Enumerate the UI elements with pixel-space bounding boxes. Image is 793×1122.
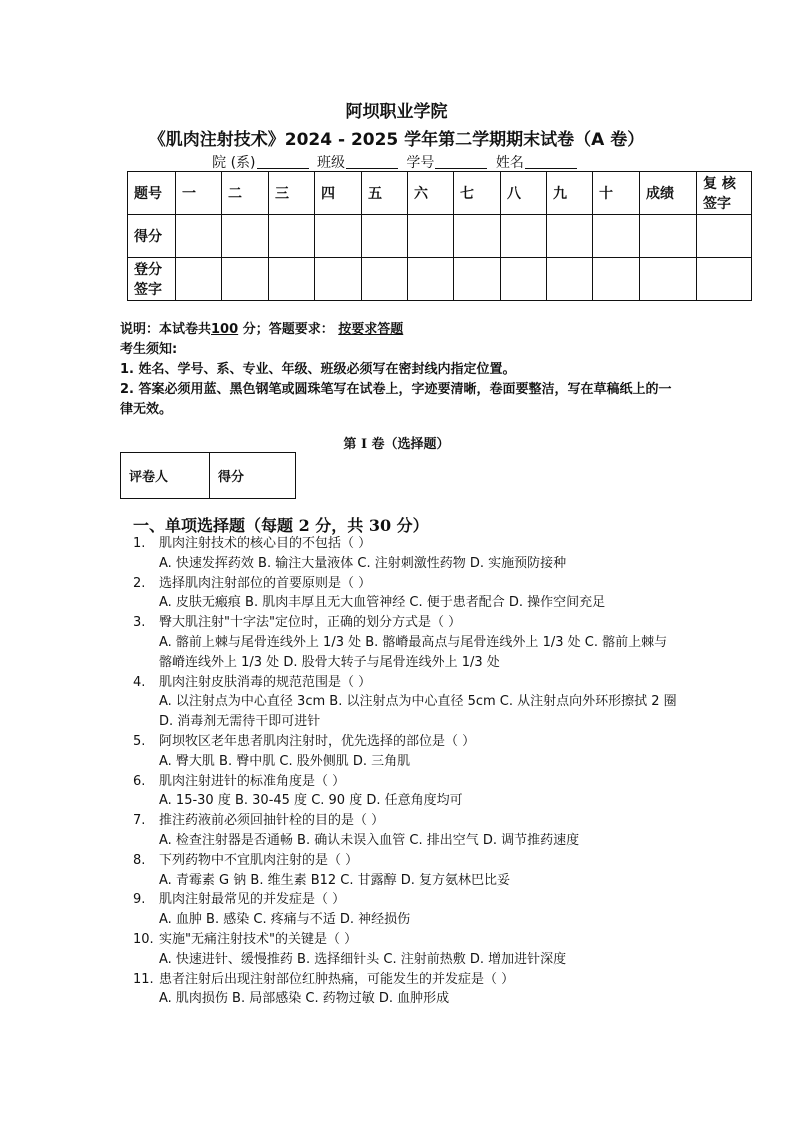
student-info-line — [0, 152, 793, 172]
score-cell[interactable] — [269, 258, 315, 301]
score-header-cell: 八 — [501, 172, 547, 215]
grader-table — [120, 452, 296, 499]
question-text: 阿坝牧区老年患者肌肉注射时，优先选择的部位是（ ） — [159, 733, 476, 749]
question-item — [133, 851, 678, 891]
exam-title: 《肌肉注射技术》2024 - 2025 学年第二学期期末试卷（A 卷） — [148, 130, 645, 150]
score-cell[interactable] — [176, 215, 222, 258]
score-header-cell: 七 — [454, 172, 501, 215]
question-options: A. 肌肉损伤 B. 局部感染 C. 药物过敏 D. 血肿形成 — [159, 991, 450, 1007]
question-number: 7. — [133, 813, 146, 829]
score-cell[interactable] — [315, 258, 362, 301]
desc-prefix: 说明：本试卷共 — [120, 322, 212, 337]
question-number: 4. — [133, 674, 146, 690]
field-name-label: 姓名 — [495, 155, 524, 171]
question-text: 实施"无痛注射技术"的关键是（ ） — [159, 931, 358, 947]
question-options: A. 15-30 度 B. 30-45 度 C. 90 度 D. 任意角度均可 — [159, 793, 463, 809]
question-number: 10. — [133, 931, 154, 947]
question-stem — [133, 890, 678, 910]
question-stem — [133, 613, 678, 633]
question-number: 6. — [133, 773, 146, 789]
score-cell[interactable] — [176, 258, 222, 301]
score-header-cell: 十 — [593, 172, 640, 215]
question-text: 肌肉注射皮肤消毒的规范范围是（ ） — [159, 674, 372, 690]
score-table-row-signature — [128, 258, 752, 301]
score-header-cell: 二 — [222, 172, 269, 215]
score-cell[interactable] — [408, 258, 454, 301]
score-cell[interactable] — [362, 258, 408, 301]
score-header-cell: 成绩 — [640, 172, 697, 215]
question-stem — [133, 851, 678, 871]
score-cell[interactable] — [408, 215, 454, 258]
question-stem — [133, 772, 678, 792]
question-stem — [133, 970, 678, 990]
question-stem — [133, 811, 678, 831]
score-cell[interactable] — [315, 215, 362, 258]
score-cell[interactable] — [547, 258, 593, 301]
field-class-label: 班级 — [316, 155, 345, 171]
question-stem — [133, 574, 678, 594]
score-table-header-row — [128, 172, 752, 215]
section-title: 一、单项选择题（每题 2 分，共 30 分） — [133, 516, 429, 535]
score-cell[interactable] — [593, 258, 640, 301]
score-header-cell: 三 — [269, 172, 315, 215]
score-header-cell: 九 — [547, 172, 593, 215]
score-cell[interactable] — [362, 215, 408, 258]
note-item: 2. 答案必须用蓝、黑色钢笔或圆珠笔写在试卷上，字迹要清晰，卷面要整洁，写在草稿纸上的一律无效。 — [120, 382, 672, 417]
grader-label: 评卷人 — [121, 453, 210, 499]
score-cell[interactable] — [454, 215, 501, 258]
score-cell[interactable] — [222, 258, 269, 301]
question-text: 肌肉注射进针的标准角度是（ ） — [159, 773, 346, 789]
question-item — [133, 811, 678, 851]
score-cell[interactable] — [454, 258, 501, 301]
question-number: 8. — [133, 852, 146, 868]
question-text: 臀大肌注射"十字法"定位时，正确的划分方式是（ ） — [159, 615, 462, 631]
question-stem — [133, 534, 678, 554]
question-number: 3. — [133, 615, 146, 631]
question-stem — [133, 930, 678, 950]
score-cell[interactable] — [697, 215, 752, 258]
score-cell[interactable] — [501, 215, 547, 258]
question-number: 5. — [133, 733, 146, 749]
question-text: 下列药物中不宜肌肉注射的是（ ） — [159, 852, 359, 868]
question-number: 9. — [133, 892, 146, 908]
exam-description — [120, 320, 680, 340]
score-cell[interactable] — [547, 215, 593, 258]
question-text: 选择肌肉注射部位的首要原则是（ ） — [159, 575, 372, 591]
part-title: 第 I 卷（选择题） — [343, 437, 450, 452]
field-name-blank[interactable] — [525, 154, 577, 169]
field-department-blank[interactable] — [257, 154, 309, 169]
question-text: 肌肉注射最常见的并发症是（ ） — [159, 892, 346, 908]
score-cell[interactable] — [501, 258, 547, 301]
score-cell[interactable] — [593, 215, 640, 258]
question-stem — [133, 673, 678, 693]
score-header-cell: 四 — [315, 172, 362, 215]
score-row-label: 得分 — [128, 215, 176, 258]
question-list — [133, 534, 678, 1009]
score-header-cell: 复 核 签字 — [697, 172, 752, 215]
question-options: A. 青霉素 G 钠 B. 维生素 B12 C. 甘露醇 D. 复方氨林巴比妥 — [159, 872, 511, 888]
question-options: A. 髂前上棘与尾骨连线外上 1/3 处 B. 髂嵴最高点与尾骨连线外上 1/3 处 C. 髂前上棘与髂嵴连线外上 1/3 处 D. 股骨大转子与尾骨连线外上 1/3 处 — [159, 634, 668, 670]
question-item — [133, 673, 678, 732]
question-options: A. 血肿 B. 感染 C. 疼痛与不适 D. 神经损伤 — [159, 912, 411, 928]
field-id-blank[interactable] — [435, 154, 487, 169]
question-number: 2. — [133, 575, 146, 591]
question-stem — [133, 732, 678, 752]
total-score: 100 — [211, 322, 239, 337]
score-cell[interactable] — [640, 258, 697, 301]
score-header-cell: 六 — [408, 172, 454, 215]
field-department-label: 院 (系) — [212, 155, 256, 171]
question-item — [133, 574, 678, 614]
score-table-row-score — [128, 215, 752, 258]
note-item: 1. 姓名、学号、系、专业、年级、班级必须写在密封线内指定位置。 — [120, 362, 516, 377]
question-item — [133, 890, 678, 930]
question-item — [133, 732, 678, 772]
question-text: 肌肉注射技术的核心目的不包括（ ） — [159, 536, 372, 551]
question-text: 患者注射后出现注射部位红肿热痛，可能发生的并发症是（ ） — [159, 971, 515, 987]
score-cell[interactable] — [269, 215, 315, 258]
question-item — [133, 534, 678, 574]
exam-notes — [120, 320, 680, 420]
score-table — [127, 171, 752, 301]
question-item — [133, 970, 678, 1010]
notes-heading: 考生须知: — [120, 342, 178, 357]
score-cell[interactable] — [222, 215, 269, 258]
answer-requirement: 按要求答题 — [338, 322, 404, 337]
question-item — [133, 772, 678, 812]
question-item — [133, 613, 678, 672]
question-text: 推注药液前必须回抽针栓的目的是（ ） — [159, 813, 385, 829]
score-cell[interactable] — [640, 215, 697, 258]
score-cell[interactable] — [697, 258, 752, 301]
field-class-blank[interactable] — [346, 154, 398, 169]
score-header-cell: 一 — [176, 172, 222, 215]
question-options: A. 检查注射器是否通畅 B. 确认未误入血管 C. 排出空气 D. 调节推药速度 — [159, 832, 580, 848]
score-header-cell: 五 — [362, 172, 408, 215]
field-id-label: 学号 — [406, 155, 435, 171]
question-item — [133, 930, 678, 970]
question-number: 11. — [133, 971, 154, 987]
question-options: A. 快速发挥药效 B. 输注大量液体 C. 注射刺激性药物 D. 实施预防接种 — [159, 555, 567, 571]
question-options: A. 皮肤无瘢痕 B. 肌肉丰厚且无大血管神经 C. 便于患者配合 D. 操作空间充足 — [159, 595, 606, 611]
question-options: A. 臀大肌 B. 臀中肌 C. 股外侧肌 D. 三角肌 — [159, 753, 411, 769]
score-header-cell: 题号 — [128, 172, 176, 215]
question-options: A. 以注射点为中心直径 3cm B. 以注射点为中心直径 5cm C. 从注射点向外环形擦拭 2 圈 D. 消毒剂无需待干即可进针 — [159, 694, 677, 730]
desc-mid: 分；答题要求： — [242, 322, 334, 337]
question-number: 1. — [133, 536, 146, 551]
score-row-label: 登分 签字 — [128, 258, 176, 301]
school-name: 阿坝职业学院 — [345, 102, 448, 122]
grader-score-label: 得分 — [210, 453, 296, 499]
question-options: A. 快速进针、缓慢推药 B. 选择细针头 C. 注射前热敷 D. 增加进针深度 — [159, 951, 567, 967]
